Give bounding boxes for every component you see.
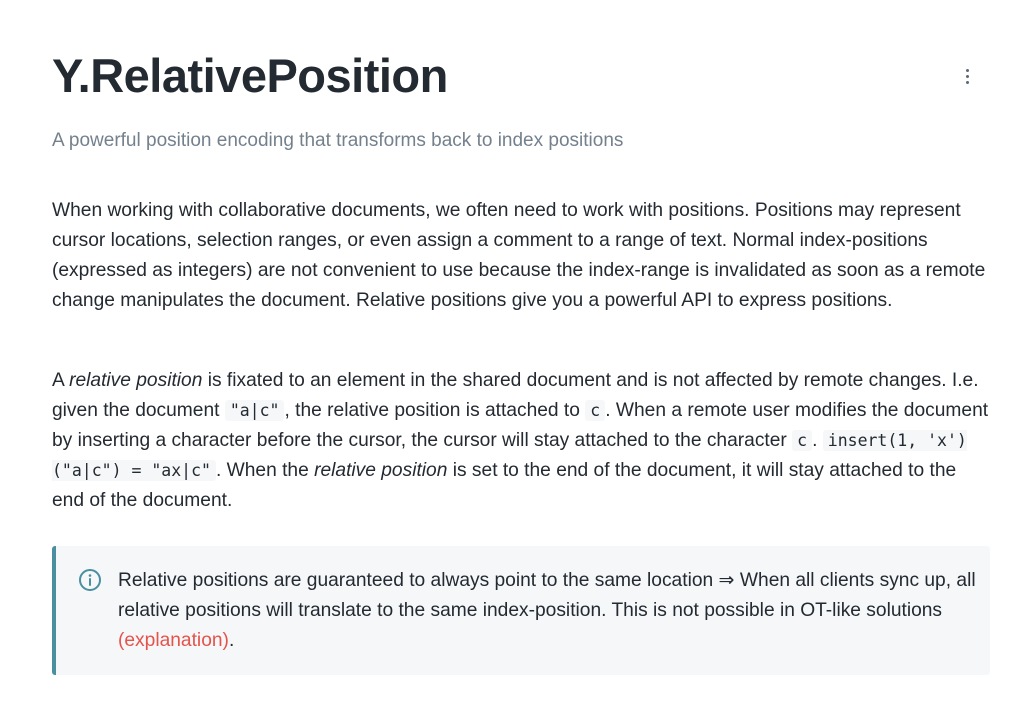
hint-end: . (228, 630, 235, 651)
menu-dot (966, 69, 969, 72)
inline-code: c (792, 430, 812, 451)
inline-code: insert(1, 'x')("a|c") = "ax|c" (52, 431, 967, 480)
page-title: Y.RelativePosition (52, 49, 448, 102)
menu-dot (966, 75, 969, 78)
text-span: . When the (215, 460, 315, 481)
hint-text (118, 566, 978, 656)
text-span: . (812, 430, 823, 451)
inline-code: c (585, 400, 605, 421)
emphasis-text: relative position (314, 460, 448, 481)
text-span: A (52, 370, 70, 391)
text-span: , the relative position is attached to (284, 400, 586, 421)
more-options-icon[interactable] (954, 62, 980, 90)
emphasis-text: relative position (69, 370, 203, 391)
paragraph-relative-position (52, 366, 992, 516)
explanation-link[interactable]: (explanation) (118, 630, 229, 651)
inline-code: "a|c" (225, 400, 285, 421)
info-circle-icon (78, 568, 102, 592)
text-span: . When a remote user modifies the document by inserting a character before the cursor, the cursor will stay attached to the character (52, 400, 989, 451)
text-span: is fixated to an element in the shared document and is not affected by remote changes. I.e. given the document (52, 370, 979, 421)
hint-body: Relative positions are guaranteed to always point to the same location ⇒ When all clients sync up, all relative positions will translate to the same index-position. This is not possible in OT-like solutions (118, 570, 976, 621)
info-hint-box (52, 546, 990, 675)
text-span: is set to the end of the document, it will stay attached to the end of the document. (52, 460, 957, 511)
menu-dot (966, 81, 969, 84)
paragraph-intro: When working with collaborative documents, we often need to work with positions. Positions may represent cursor locations, selection ranges, or even assign a comment to a range of text. Normal index-positions (expressed as integers) are not convenient to use because the index-range is invalidated as soon as a remote change manipulates the document. Relative positions give you a powerful API to express positions. (52, 200, 986, 311)
page-subtitle: A powerful position encoding that transforms back to index positions (52, 130, 624, 151)
